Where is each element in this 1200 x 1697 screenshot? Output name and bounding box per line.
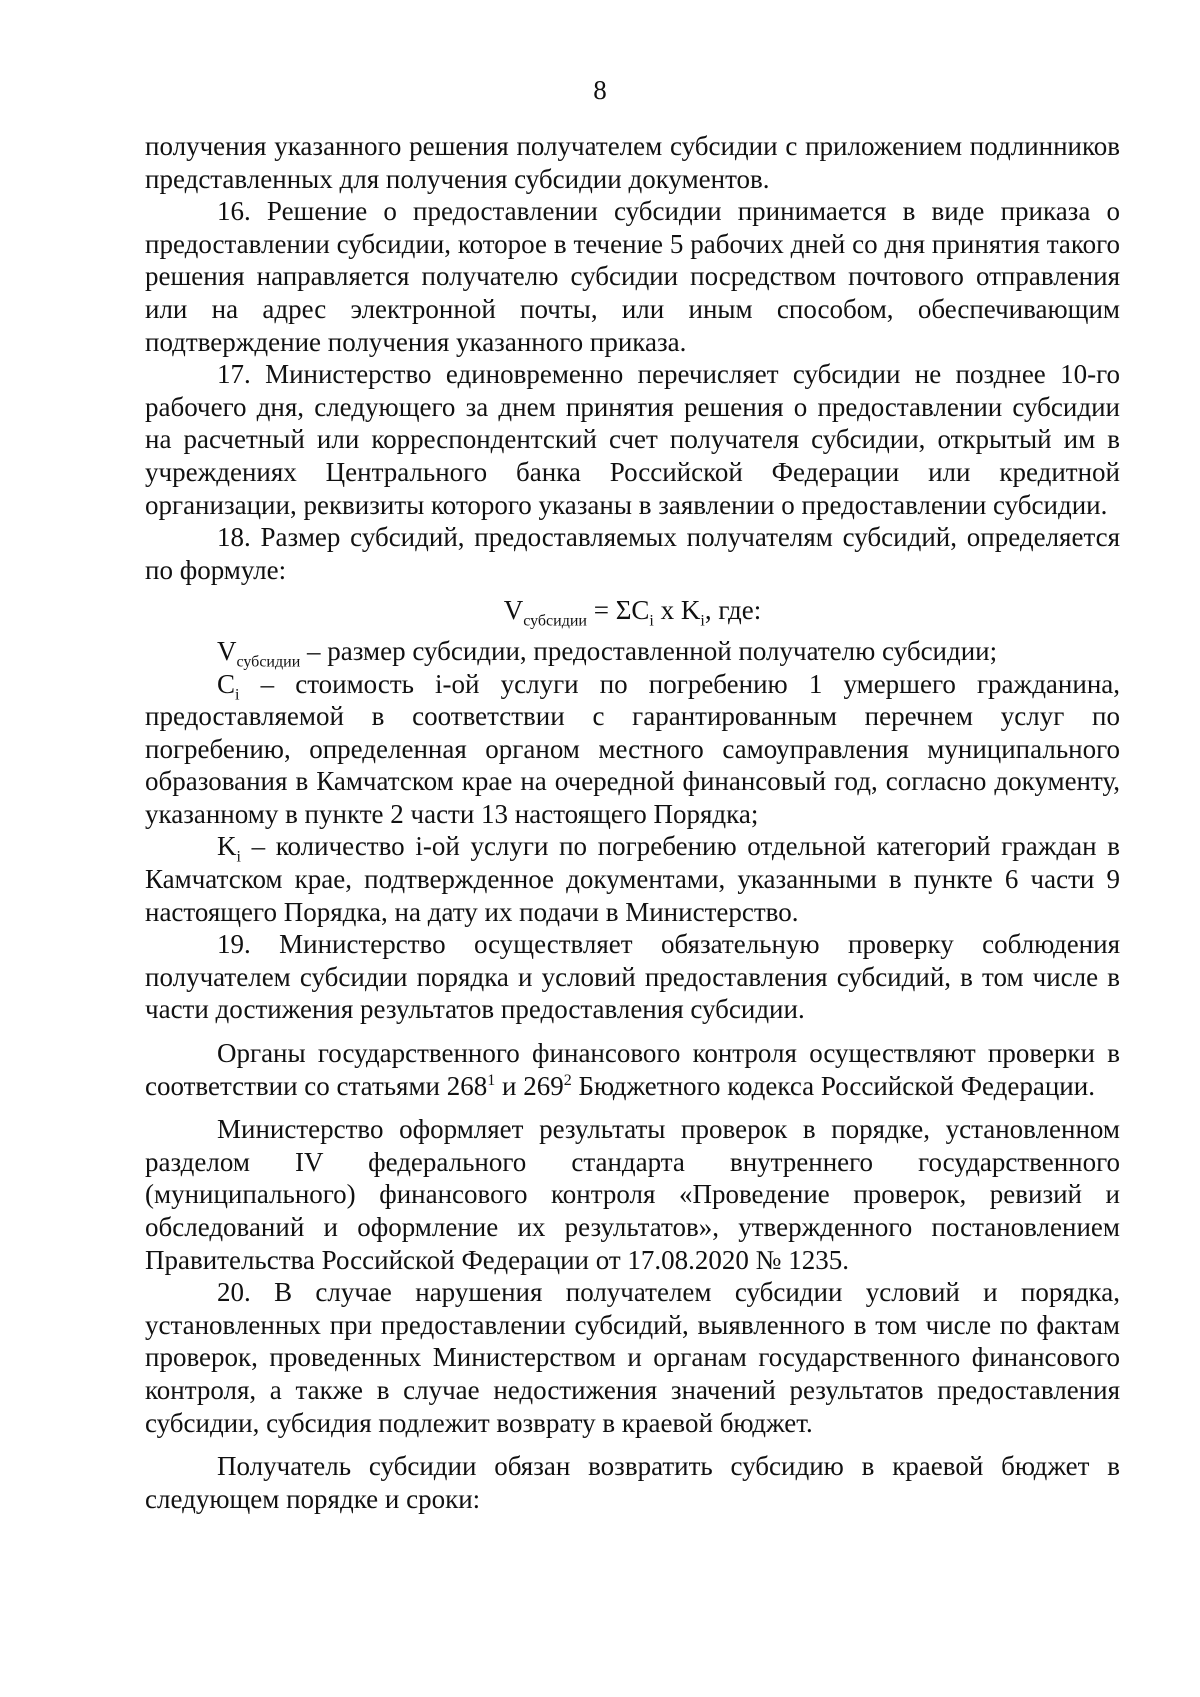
paragraph-17: 17. Министерство единовременно перечисляет субсидии не позднее 10-го рабочего дня, следующего за днем принятия решения о предоставлении субсидии на расчетный или корреспондентский счет получателя субсидии, открытый им в учреждениях Центрального банка Российской Федерации или кредитной организации, реквизиты которого указаны в заявлении о предоставлении субсидии. — [145, 359, 1120, 520]
definition-c-text: – стоимость i-ой услуги по погребению 1 умершего гражданина, предоставляемой в соответствии с гарантированным перечнем услуг по погребению, определенная органом местного самоуправления муниципального образования в Камчатском крае на очередной финансовый год, согласно документу, указанному в пункте 2 части 13 настоящего Порядка; — [145, 668, 1120, 829]
page-number: 8 — [593, 75, 607, 105]
article-269-superscript: 2 — [563, 1071, 572, 1089]
paragraph-continuation: получения указанного решения получателем субсидии с приложением подлинников представленных для получения субсидии документов. — [145, 131, 1120, 194]
paragraph-19-results: Министерство оформляет результаты проверок в порядке, установленном разделом IV федерального стандарта внутреннего государственного (муниципального) финансового контроля «Проведение проверок, ревизий и обследований и оформление их результатов», утвержденного постановлением Правительства Российской Федерации от 17.08.2020 № 1235. — [145, 1114, 1120, 1275]
definition-c — [145, 668, 1120, 831]
article-268-superscript: 1 — [487, 1071, 496, 1089]
paragraph-19-control-b: и 269 — [495, 1070, 564, 1101]
definition-c-subscript: i — [235, 685, 240, 703]
paragraph-18: 18. Размер субсидий, предоставляемых получателям субсидий, определяется по формуле: — [145, 522, 1120, 585]
paragraph-19-control-a: Органы государственного финансового контроля осуществляют проверки в соответствии со статьями 268 — [145, 1038, 1120, 1101]
formula-v: V — [503, 595, 524, 626]
paragraph-19: 19. Министерство осуществляет обязательную проверку соблюдения получателем субсидии порядка и условий предоставления субсидий, в том числе в части достижения результатов предоставления субсидии. — [145, 929, 1120, 1025]
formula-v-subscript: субсидии — [523, 612, 587, 630]
paragraph-16: 16. Решение о предоставлении субсидии принимается в виде приказа о предоставлении субсидии, которое в течение 5 рабочих дней со дня принятия такого решения направляется получателю субсидии посредством почтового отправления или на адрес электронной почты, или иным способом, обеспечивающим подтверждение получения указанного приказа. — [145, 196, 1120, 357]
definition-k-text: – количество i-ой услуги по погребению отдельной категорий граждан в Камчатском крае, подтвержденное документами, указанными в пункте 6 части 9 настоящего Порядка, на дату их подачи в Министерство. — [145, 831, 1120, 927]
formula-times-k: x K — [653, 595, 701, 626]
definition-v-subscript: субсидии — [236, 653, 301, 671]
formula-c-subscript: i — [649, 612, 654, 630]
definition-v-symbol: V — [217, 635, 237, 666]
definition-v-text: – размер субсидии, предоставленной получателю субсидии; — [300, 635, 998, 666]
definition-k-symbol: K — [217, 831, 237, 862]
paragraph-19-control-c: Бюджетного кодекса Российской Федерации. — [571, 1070, 1095, 1101]
paragraph-19-control — [145, 1037, 1120, 1102]
paragraph-20-return: Получатель субсидии обязан возвратить субсидию в краевой бюджет в следующем порядке и сроки: — [145, 1451, 1120, 1514]
subsidy-formula — [145, 594, 1120, 630]
formula-tail: , где: — [704, 595, 762, 626]
definition-k — [145, 830, 1120, 928]
document-body — [145, 130, 1120, 1515]
definition-k-subscript: i — [236, 848, 241, 866]
definition-c-symbol: C — [217, 668, 236, 699]
formula-k-subscript: i — [700, 612, 705, 630]
definition-v — [145, 635, 1120, 671]
paragraph-20: 20. В случае нарушения получателем субсидии условий и порядка, установленных при предоставлении субсидий, выявленного в том числе по фактам проверок, проведенных Министерством и органам государственного финансового контроля, а также в случае недостижения значений результатов предоставления субсидии, субсидия подлежит возврату в краевой бюджет. — [145, 1277, 1120, 1438]
formula-sum-c: = ΣC — [586, 595, 650, 626]
